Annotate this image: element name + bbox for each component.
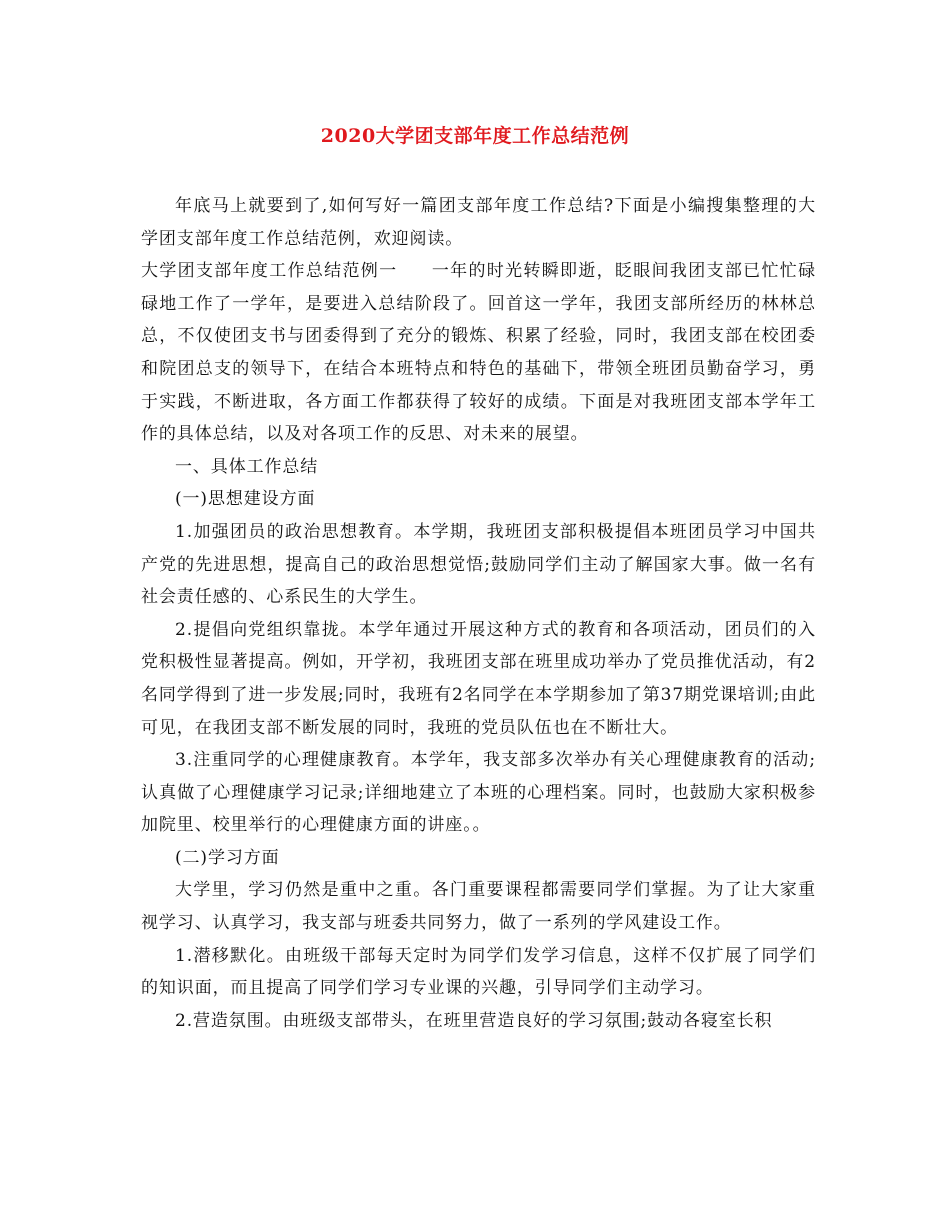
example-intro: 一年的时光转瞬即逝，眨眼间我团支部已忙忙碌碌地工作了一学年，是要进入总结阶段了。回首这一学年，我团支部所经历的林林总总，不仅使团支书与团委得到了充分的锻炼、积累了经验，同时，我团支部在校团委和院团总支的领导下，在结合本班特点和特色的基础下，带领全班团员勤奋学习，勇于实践，不断进取，各方面工作都获得了较好的成绩。下面是对我班团支部本学年工作的具体总结，以及对各项工作的反思、对未来的展望。 (141, 261, 816, 445)
list-item-2-1: 1.潜移默化。由班级干部每天定时为同学们发学习信息，这样不仅扩展了同学们的知识面，而且提高了同学们学习专业课的兴趣，引导同学们主动学习。 (141, 945, 816, 999)
document-body (141, 190, 816, 1037)
intro-paragraph: 年底马上就要到了,如何写好一篇团支部年度工作总结?下面是小编搜集整理的大学团支部年度工作总结范例，欢迎阅读。 (141, 196, 816, 249)
list-item-1-2: 2.提倡向党组织靠拢。本学年通过开展这种方式的教育和各项活动，团员们的入党积极性显著提高。例如，开学初，我班团支部在班里成功举办了党员推优活动，有2名同学得到了进一步发展;同时，我班有2名同学在本学期参加了第37期党课培训;由此可见，在我团支部不断发展的同时，我班的党员队伍也在不断壮大。 (141, 619, 816, 738)
section-heading-1: 一、具体工作总结 (175, 456, 319, 477)
subsection-heading-2: (二)学习方面 (175, 847, 280, 868)
example-paragraph (141, 255, 816, 451)
example-heading: 大学团支部年度工作总结范例一 (141, 261, 398, 282)
document-title: 2020大学团支部年度工作总结范例 (320, 125, 630, 147)
study-intro-paragraph: 大学里，学习仍然是重中之重。各门重要课程都需要同学们掌握。为了让大家重视学习、认真学习，我支部与班委共同努力，做了一系列的学风建设工作。 (141, 880, 816, 934)
subsection-heading-1: (一)思想建设方面 (175, 489, 316, 510)
list-item-1-3: 3.注重同学的心理健康教育。本学年，我支部多次举办有关心理健康教育的活动;认真做了心理健康学习记录;详细地建立了本班的心理档案。同时，也鼓励大家积极参加院里、校里举行的心理健康方面的讲座。。 (141, 750, 816, 836)
list-item-2-2: 2.营造氛围。由班级支部带头，在班里营造良好的学习氛围;鼓动各寝室长积 (175, 1010, 773, 1031)
list-item-1-1: 1.加强团员的政治思想教育。本学期，我班团支部积极提倡本班团员学习中国共产党的先进思想，提高自己的政治思想觉悟;鼓励同学们主动了解国家大事。做一名有社会责任感的、心系民生的大学生。 (141, 521, 816, 608)
